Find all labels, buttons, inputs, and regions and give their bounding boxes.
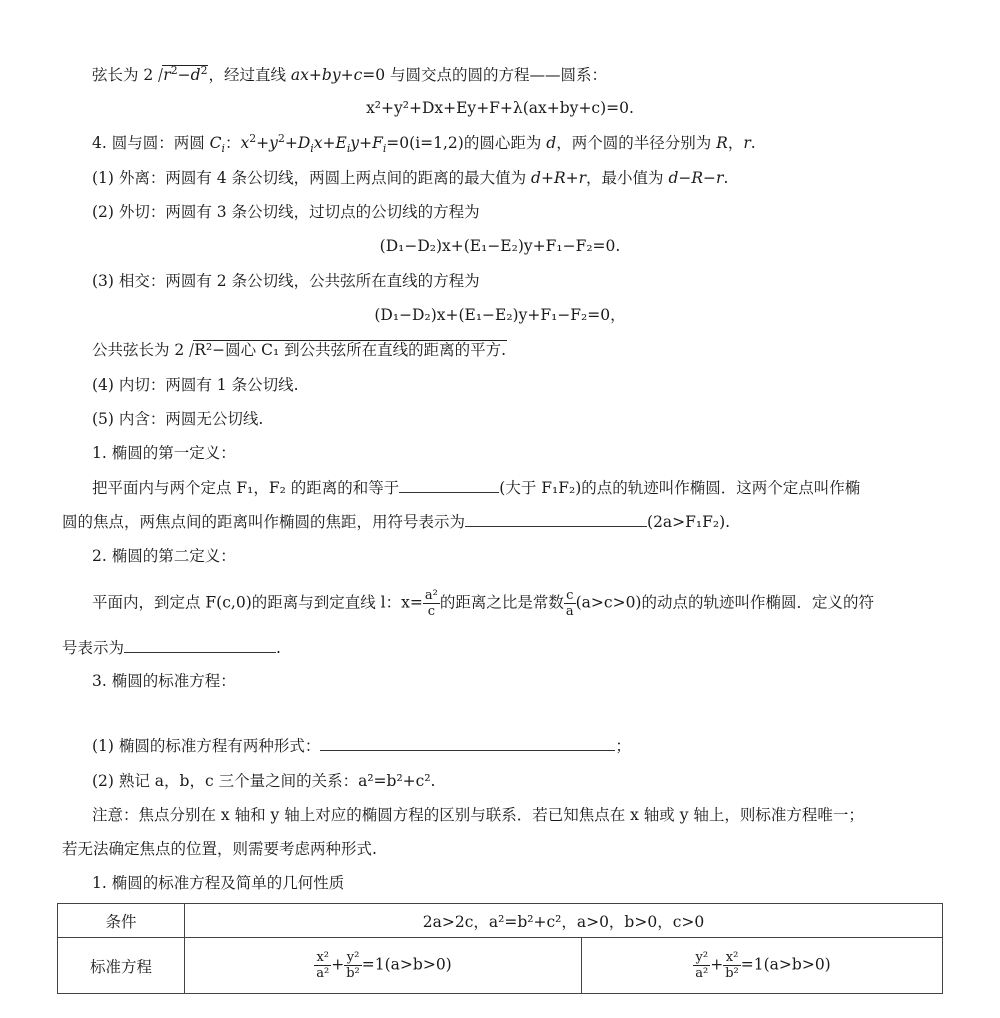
line-intersect: (3) 相交：两圆有 2 条公切线，公共弦所在直线的方程为 (92, 272, 480, 290)
line-two-circles: 4. 圆与圆：两圆 $C_i$：$x^2+y^2+D_ix+E_iy+F_i=0(i=1,2)$的圆心距为 d，两个圆的半径分别为 R，r. (92, 131, 756, 156)
eq-tangent-line: (D₁−D₂)x+(E₁−E₂)y+F₁−F₂=0. (379, 237, 621, 255)
line-external-tangent: (2) 外切：两圆有 3 条公切线，过切点的公切线的方程为 (92, 203, 480, 221)
line-first-def-1: 把平面内与两个定点 F₁，F₂ 的距离的和等于 (大于 F₁F₂)的点的轨迹叫作椭圆．这两个定点叫作椭 (92, 479, 861, 497)
line-abc-relation: (2) 熟记 a，b，c 三个量之间的关系：a²=b²+c². (92, 772, 436, 790)
line-chord-length-2: 公共弦长为 2 R²−圆心 C₁ 到公共弦所在直线的距离的平方. (92, 341, 507, 359)
line-second-def-1: 平面内，到定点 F(c,0)的距离与到定直线 l：x= $\frac{\text{a²}}{c}$ 的距离之比是常数 $\frac{c}{a}$ (a>c>0)的动点的轨迹叫作椭圆．定义的符 (92, 588, 874, 619)
line-note-2: 若无法确定焦点的位置，则需要考虑两种形式. (62, 840, 377, 858)
table-row (58, 938, 943, 994)
table-cell-equation-y: $\frac{\text{y²}}{\text{a²}}$ + $\frac{\text{x²}}{\text{b²}}$ =1(a>b>0) (582, 938, 943, 994)
fill-blank[interactable] (124, 638, 276, 653)
heading-second-definition: 2. 椭圆的第二定义： (92, 547, 236, 565)
fill-blank[interactable] (465, 512, 647, 527)
eq-common-chord: (D₁−D₂)x+(E₁−E₂)y+F₁−F₂=0， (374, 306, 626, 324)
sqrt-symbol: R²−圆心 C₁ 到公共弦所在直线的距离的平方. (184, 339, 507, 361)
fraction-c-a: $\frac{c}{a}$ (565, 588, 574, 619)
line-first-def-2: 圆的焦点，两焦点间的距离叫作椭圆的焦距，用符号表示为 (2a>F₁F₂). (62, 513, 731, 531)
line-second-def-2: 号表示为 . (62, 639, 281, 657)
properties-table (57, 903, 943, 994)
table-cell-header: 条件 (58, 904, 185, 938)
table-cell-condition: 2a>2c，a²=b²+c²，a>0，b>0，c>0 (185, 904, 943, 938)
table-cell-header: 标准方程 (58, 938, 185, 994)
fraction-a2-c: $\frac{\text{a²}}{c}$ (424, 588, 438, 619)
sqrt-symbol: $r^2-d^2$ (153, 64, 208, 86)
eq-circle-family: x²+y²+Dx+Ey+F+λ(ax+by+c)=0. (366, 99, 634, 117)
fill-blank[interactable] (399, 478, 499, 493)
table-cell-equation-x: $\frac{\text{x²}}{\text{a²}}$ + $\frac{\text{y²}}{\text{b²}}$ =1(a>b>0) (185, 938, 582, 994)
fill-blank[interactable] (320, 736, 615, 751)
line-separate: (1) 外离：两圆有 4 条公切线，两圆上两点间的距离的最大值为 d+R+r，最小值为 d−R−r. (92, 169, 729, 187)
line-contain: (5) 内含：两圆无公切线. (92, 410, 264, 428)
table-row (58, 904, 943, 938)
line-chord-length: 弦长为 2 $r^2-d^2$，经过直线 ax+by+c=0 与圆交点的圆的方程——圆系： (92, 63, 608, 84)
line-standard-forms: (1) 椭圆的标准方程有两种形式： ； (92, 737, 631, 755)
line-internal-tangent: (4) 内切：两圆有 1 条公切线. (92, 376, 299, 394)
heading-first-definition: 1. 椭圆的第一定义： (92, 444, 236, 462)
heading-standard-equation: 3. 椭圆的标准方程： (92, 672, 236, 690)
line-note-1: 注意：焦点分别在 x 轴和 y 轴上对应的椭圆方程的区别与联系．若已知焦点在 x 轴或 y 轴上，则标准方程唯一； (92, 806, 864, 824)
heading-properties-table: 1. 椭圆的标准方程及简单的几何性质 (92, 874, 345, 892)
